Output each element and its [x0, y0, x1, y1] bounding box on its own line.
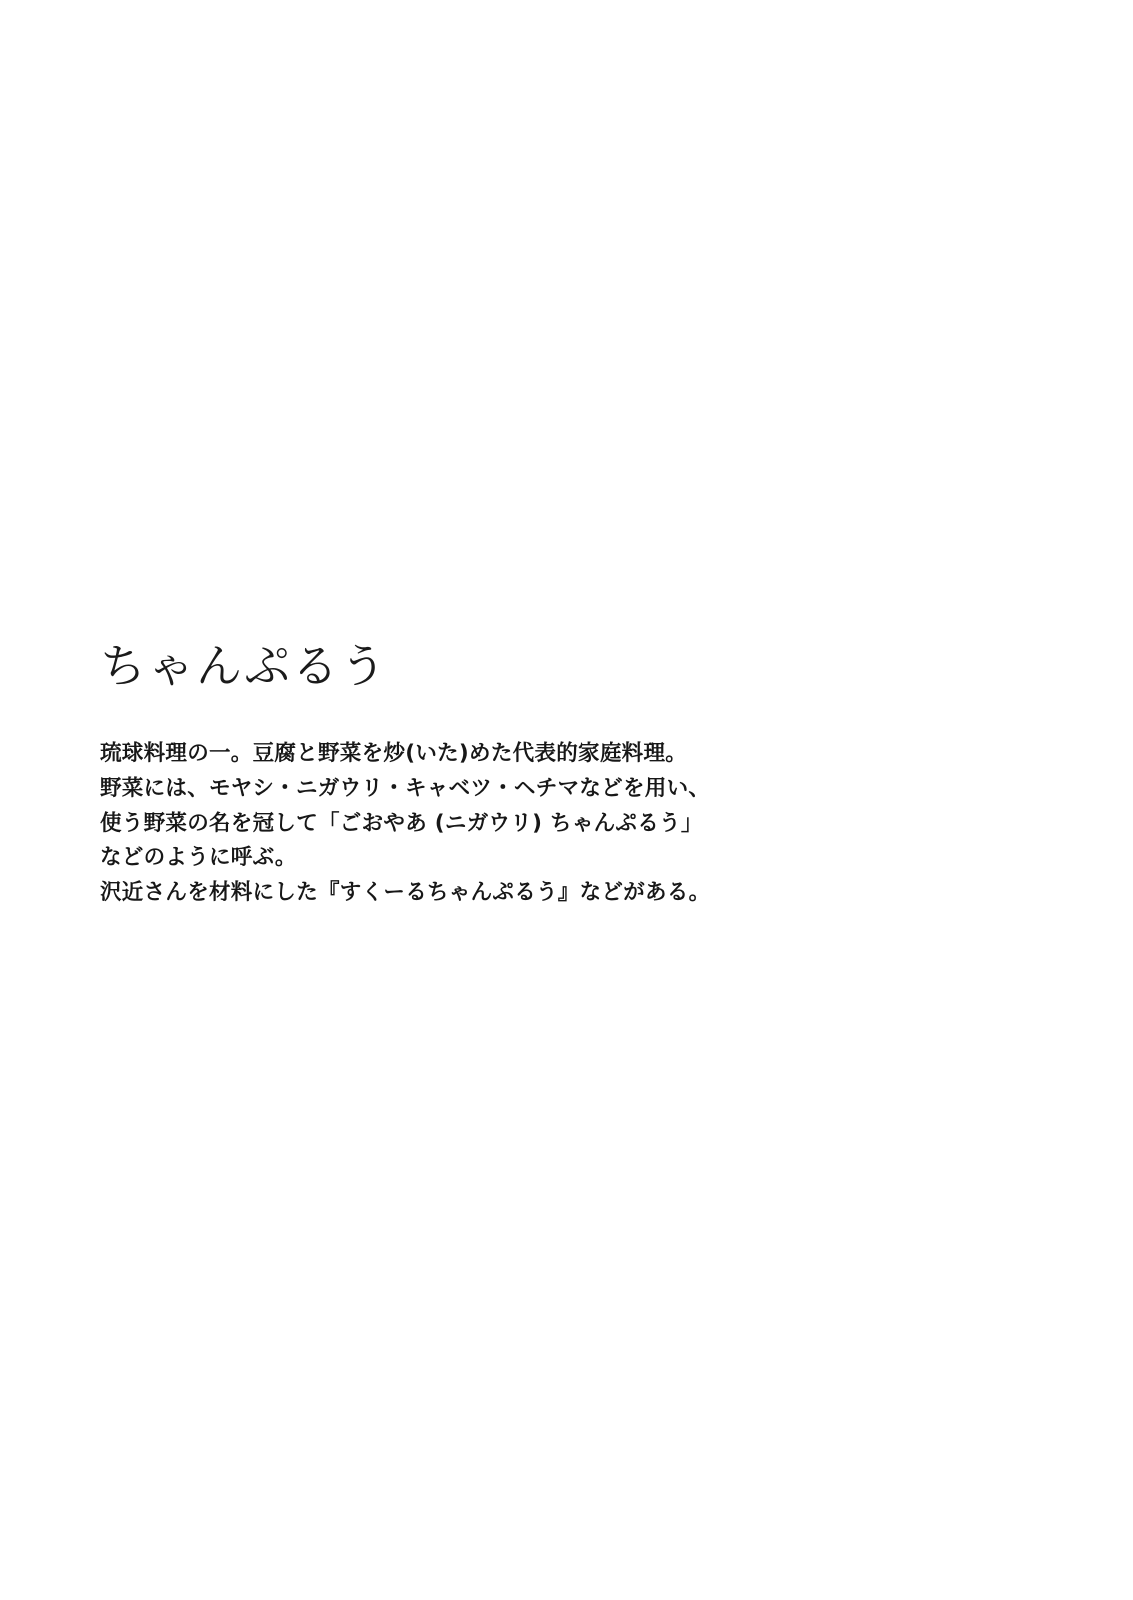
- definition-line: 沢近さんを材料にした『すくーるちゃんぷるう』などがある。: [100, 880, 711, 906]
- glossary-entry: [100, 640, 1000, 911]
- definition-line: などのように呼ぶ。: [100, 845, 297, 871]
- entry-definition: [100, 737, 1000, 911]
- definition-line: 使う野菜の名を冠して「ごおやあ (ニガウリ) ちゃんぷるう」: [100, 810, 703, 836]
- definition-line: 野菜には、モヤシ・ニガウリ・キャベツ・ヘチマなどを用い、: [100, 775, 711, 801]
- entry-title: ちゃんぷるう: [100, 639, 388, 693]
- definition-line: 琉球料理の一。豆腐と野菜を炒(いた)めた代表的家庭料理。: [100, 740, 688, 766]
